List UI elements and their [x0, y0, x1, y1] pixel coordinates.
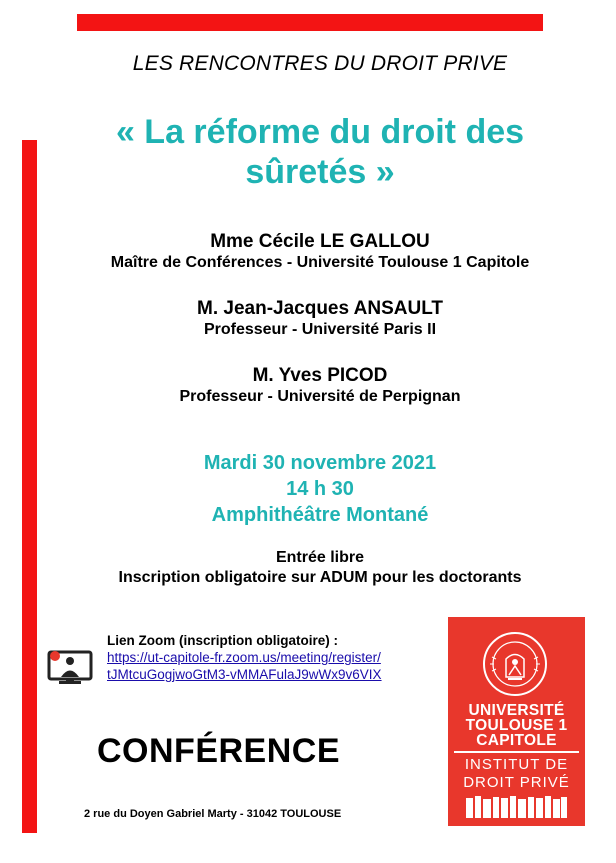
zoom-label: Lien Zoom (inscription obligatoire) :	[107, 633, 338, 648]
speaker-role: Professeur - Université Paris II	[203, 321, 437, 338]
top-red-bar	[77, 14, 543, 31]
institute-name-line-1: INSTITUT DE	[464, 756, 569, 773]
institute-name-line-2: DROIT PRIVÉ	[463, 774, 570, 791]
title-line-2: sûretés »	[245, 153, 395, 191]
university-name-line-3: CAPITOLE	[476, 732, 557, 749]
zoom-block	[107, 632, 427, 683]
conference-title	[40, 112, 600, 192]
registration-note: Inscription obligatoire sur ADUM pour les doctorants	[118, 569, 522, 586]
left-red-bar	[22, 140, 37, 833]
university-name-line-1: UNIVERSITÉ	[468, 702, 565, 719]
speaker-role: Professeur - Université de Perpignan	[179, 388, 461, 405]
university-seal-icon	[482, 631, 548, 697]
zoom-link[interactable]	[107, 649, 427, 666]
event-details	[40, 450, 600, 528]
books-icon	[464, 795, 569, 819]
speaker-2	[40, 297, 600, 340]
speaker-3	[40, 364, 600, 407]
logo-divider	[454, 751, 579, 753]
university-logo	[448, 617, 585, 826]
conference-label: CONFÉRENCE	[97, 732, 341, 770]
entry-free: Entrée libre	[275, 549, 365, 566]
speaker-1	[40, 230, 600, 273]
institute-name	[448, 756, 585, 792]
speaker-name: M. Yves PICOD	[252, 365, 388, 386]
zoom-link-line-1[interactable]: https://ut-capitole-fr.zoom.us/meeting/register/	[107, 650, 381, 665]
zoom-link-line-2[interactable]: tJMtcuGogjwoGtM3-vMMAFulaJ9wWx9v6VIX	[107, 667, 382, 682]
speaker-role: Maître de Conférences - Université Toulouse 1 Capitole	[110, 254, 530, 271]
university-name-line-2: TOULOUSE 1	[465, 717, 568, 734]
title-line-1: « La réforme du droit des	[115, 113, 525, 151]
event-date: Mardi 30 novembre 2021	[203, 452, 437, 474]
speaker-name: Mme Cécile LE GALLOU	[210, 231, 430, 252]
event-time: 14 h 30	[286, 478, 354, 500]
entry-info	[40, 548, 600, 588]
video-conference-icon	[46, 648, 94, 690]
address: 2 rue du Doyen Gabriel Marty - 31042 TOULOUSE	[84, 808, 342, 820]
university-name	[448, 703, 585, 748]
zoom-link-continued[interactable]	[107, 666, 427, 683]
speaker-name: M. Jean-Jacques ANSAULT	[197, 298, 443, 319]
event-place: Amphithéâtre Montané	[211, 504, 429, 526]
series-title: LES RENCONTRES DU DROIT PRIVE	[132, 52, 508, 75]
